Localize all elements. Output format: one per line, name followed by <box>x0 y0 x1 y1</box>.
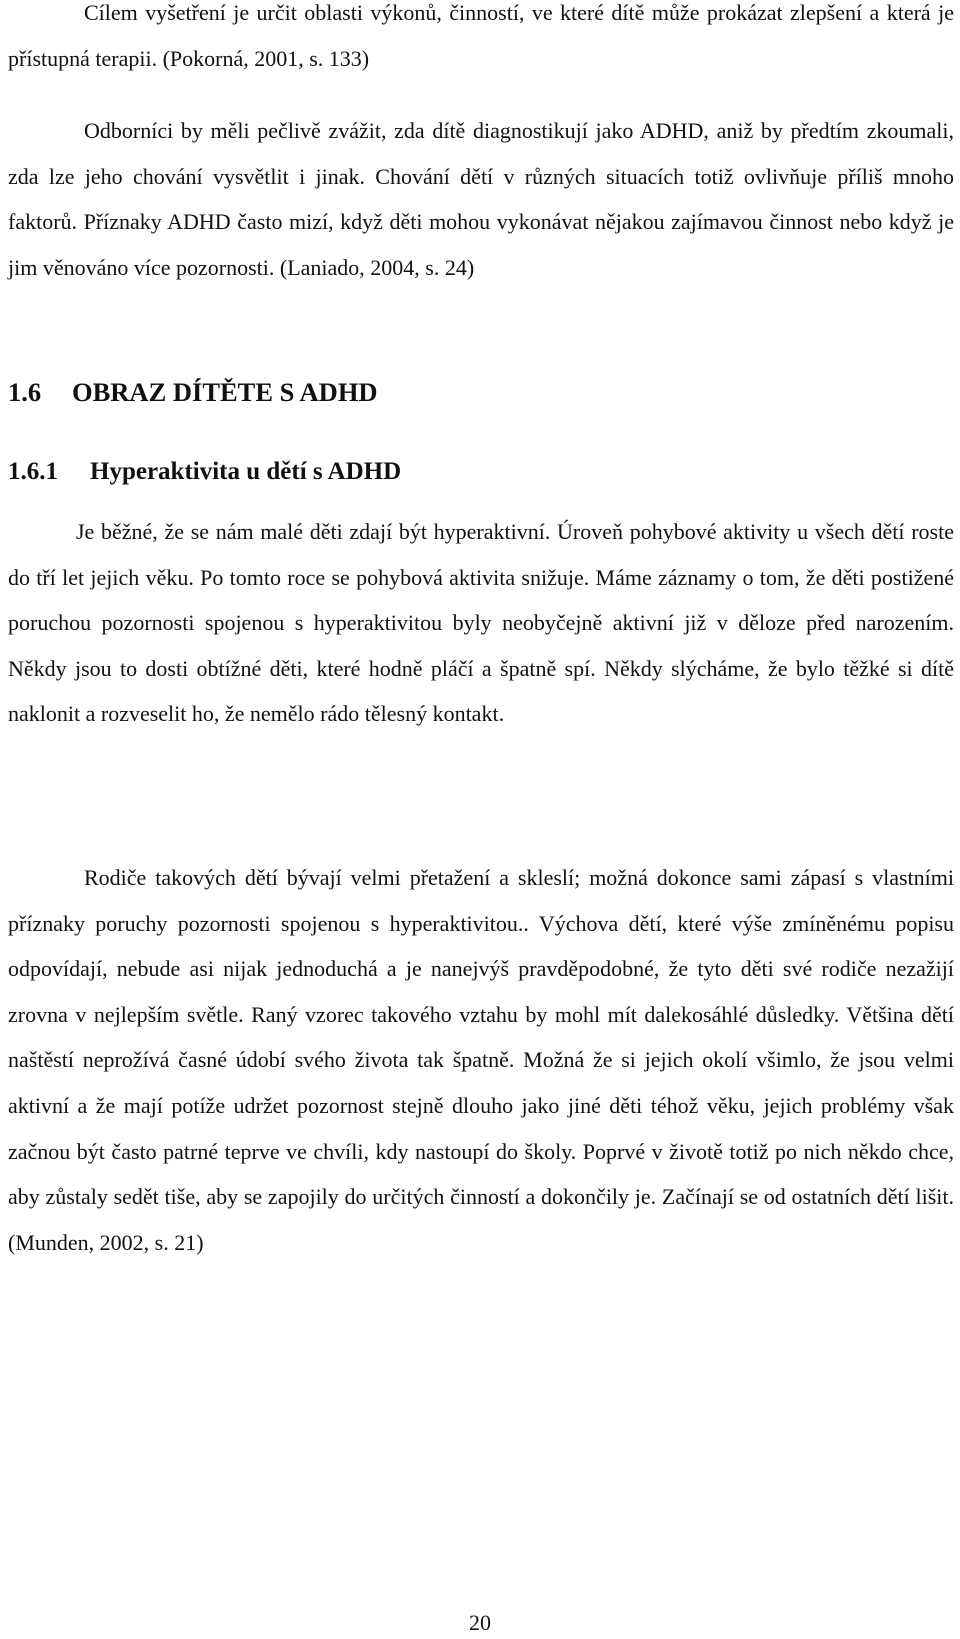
subsection-number: 1.6.1 <box>8 458 58 485</box>
paragraph-parents: Rodiče takových dětí bývají velmi přetažení a skleslí; možná dokonce sami zápasí s vlastními příznaky poruchy pozornosti spojenou s hyperaktivitou.. Výchova dětí, které výše zmíněnému popisu odpovídají, nebude asi nijak jednoduchá a je nanejvýš pravděpodobné, že tyto děti své rodiče nezažijí zrovna v nejlepším světle. Raný vzorec takového vztahu by mohl mít dalekosáhlé důsledky. Většina dětí naštěstí neprožívá časné údobí svého života tak špatně. Možná že si jejich okolí všimlo, že jsou velmi aktivní a že mají potíže udržet pozornost stejně dlouho jako jiné děti téhož věku, jejich problémy však začnou být často patrné teprve ve chvíli, kdy nastoupí do školy. Poprvé v životě totiž po nich někdo chce, aby zůstaly sedět tiše, aby se zapojily do určitých činností a dokončily je. Začínají se od ostatních dětí lišit. (Munden, 2002, s. 21) <box>8 865 954 1255</box>
page-number: 20 <box>469 1610 491 1635</box>
section-title: OBRAZ DÍTĚTE S ADHD <box>72 377 378 407</box>
subsection-heading <box>8 454 401 490</box>
section-heading <box>8 374 378 410</box>
paragraph-assessment-goal: Cílem vyšetření je určit oblasti výkonů, činností, ve které dítě může prokázat zlepšení a která je přístupná terapii. (Pokorná, 2001, s. 133) <box>8 0 954 71</box>
paragraph-hyperactivity: Je běžné, že se nám malé děti zdají být hyperaktivní. Úroveň pohybové aktivity u všech dětí roste do tří let jejich věku. Po tomto roce se pohybová aktivita snižuje. Máme záznamy o tom, že děti postižené poruchou pozornosti spojenou s hyperaktivitou byly neobyčejně aktivní již v děloze před narozením. Někdy jsou to dosti obtížné děti, které hodně pláčí a špatně spí. Někdy slýcháme, že bylo těžké si dítě naklonit a rozveselit ho, že nemělo rádo tělesný kontakt. <box>8 519 954 727</box>
section-number: 1.6 <box>8 377 42 407</box>
paragraph-diagnosis-caution: Odborníci by měli pečlivě zvážit, zda dítě diagnostikují jako ADHD, aniž by předtím zkoumali, zda lze jeho chování vysvětlit i jinak. Chování dětí v různých situacích totiž ovlivňuje příliš mnoho faktorů. Příznaky ADHD často mizí, když děti mohou vykonávat nějakou zajímavou činnost nebo když je jim věnováno více pozornosti. (Laniado, 2004, s. 24) <box>8 118 954 280</box>
subsection-title: Hyperaktivita u dětí s ADHD <box>90 458 402 485</box>
